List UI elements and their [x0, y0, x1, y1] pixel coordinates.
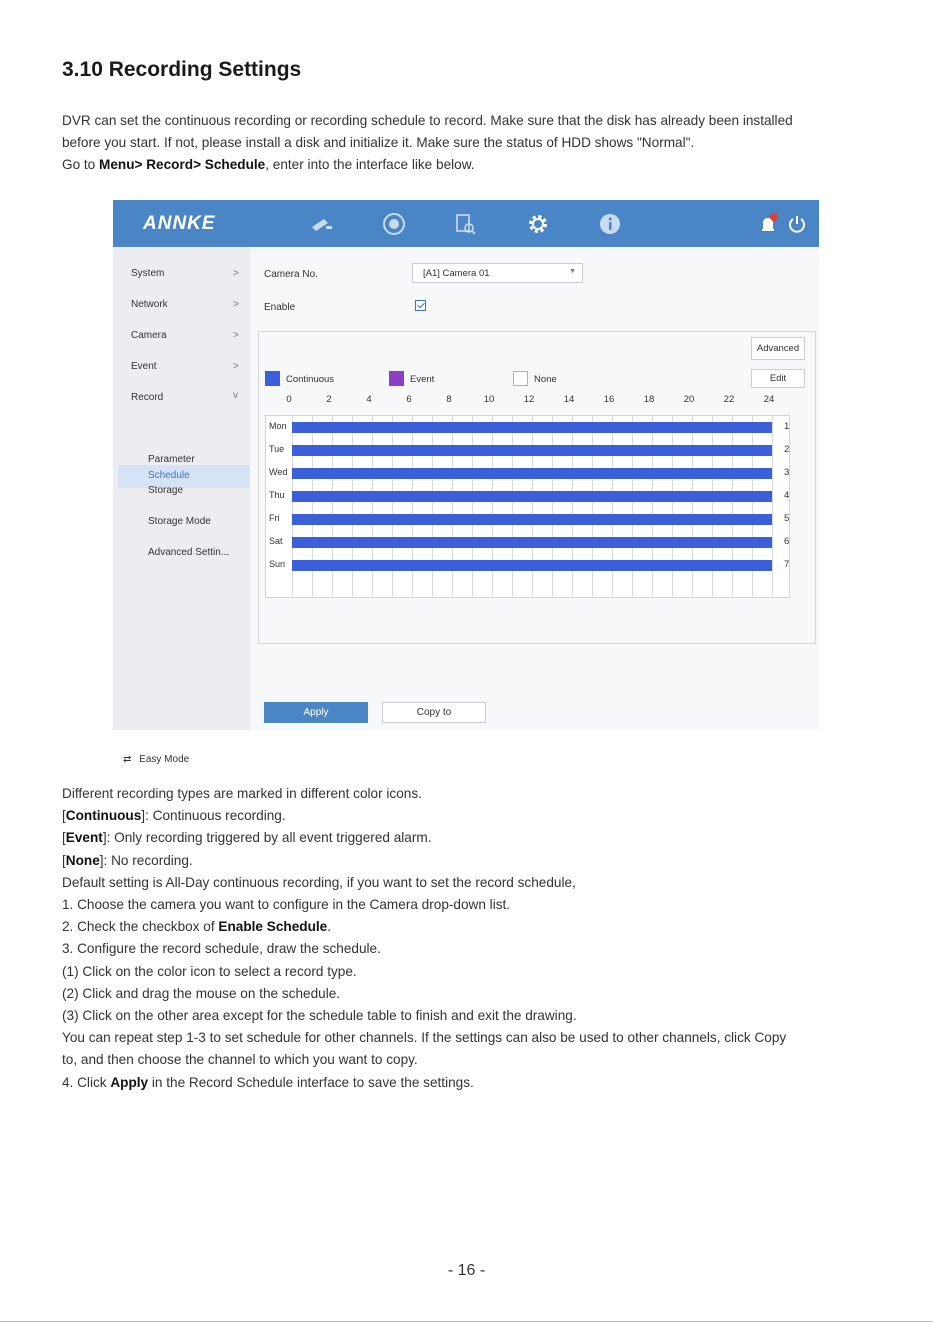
hour-label: 4 — [366, 394, 372, 405]
intro-line: before you start. If not, please install a disk and initialize it. Make sure the status of HDD shows "Normal". — [62, 135, 695, 150]
intro-paragraph — [62, 110, 882, 176]
schedule-bar[interactable] — [292, 491, 772, 502]
none-legend-label: None — [534, 374, 557, 385]
sidebar-item-label: Schedule — [148, 470, 190, 481]
event-legend-label: Event — [410, 374, 435, 385]
event-color-icon[interactable] — [389, 371, 404, 386]
camera-no-label: Camera No. — [264, 269, 318, 280]
day-label: Mon — [269, 421, 287, 431]
row-number: 7 — [784, 559, 790, 570]
apply-button[interactable]: Apply — [264, 702, 368, 723]
hour-label: 16 — [603, 394, 615, 405]
apply-term: Apply — [110, 1074, 149, 1090]
enable-schedule-term: Enable Schedule — [218, 919, 328, 935]
text-line: to, and then choose the channel to which you want to copy. — [62, 1052, 418, 1068]
sidebar-item-schedule[interactable] — [118, 465, 250, 488]
enable-checkbox[interactable] — [415, 300, 426, 311]
row-number: 4 — [784, 490, 790, 501]
settings-gear-icon[interactable] — [526, 212, 550, 236]
menu-path: Menu> Record> Schedule — [99, 157, 266, 172]
step-4 — [62, 1072, 882, 1094]
schedule-bar[interactable] — [292, 537, 772, 548]
brand-logo: ANNKE — [143, 213, 216, 234]
footer-rule — [0, 1321, 933, 1322]
advanced-button[interactable]: Advanced — [751, 337, 805, 360]
sidebar-item-advanced-settings[interactable]: Advanced Settin... — [148, 547, 230, 558]
sidebar-item-storage-mode[interactable]: Storage Mode — [148, 516, 211, 527]
swap-arrows-icon: ⇄ — [123, 754, 132, 765]
grid-line — [772, 415, 773, 598]
text-span: . — [327, 919, 331, 935]
step-3: 3. Configure the record schedule, draw the schedule. — [62, 941, 381, 957]
substep-2: (2) Click and drag the mouse on the schedule. — [62, 985, 341, 1001]
search-icon[interactable] — [454, 212, 478, 236]
text-line: [Event]: Only recording triggered by all event triggered alarm. — [62, 830, 432, 846]
hour-label: 10 — [483, 394, 495, 405]
row-number: 1 — [784, 421, 790, 432]
page-number: - 16 - — [447, 1262, 486, 1279]
dvr-screenshot — [113, 200, 819, 765]
info-icon[interactable] — [598, 212, 622, 236]
chevron-down-icon: v — [233, 390, 238, 401]
step-1: 1. Choose the camera you want to configure in the Camera drop-down list. — [62, 897, 511, 913]
hour-label: 0 — [286, 394, 292, 405]
edit-button[interactable]: Edit — [751, 369, 805, 388]
schedule-bar[interactable] — [292, 422, 772, 433]
row-number: 3 — [784, 467, 790, 478]
step-2 — [62, 916, 882, 938]
main-panel — [250, 247, 819, 730]
schedule-bar[interactable] — [292, 560, 772, 571]
text-span: 2. Check the checkbox of — [62, 919, 219, 935]
chevron-right-icon: > — [233, 268, 239, 279]
camera-select-value: [A1] Camera 01 — [423, 268, 490, 279]
hour-label: 22 — [723, 394, 735, 405]
hour-label: 6 — [406, 394, 412, 405]
dropdown-caret-icon: ▼ — [569, 268, 576, 275]
row-number: 2 — [784, 444, 790, 455]
none-term: None — [65, 852, 100, 868]
substep-1: (1) Click on the color icon to select a record type. — [62, 963, 357, 979]
text-span: : Only recording triggered by all event triggered alarm. — [106, 830, 432, 846]
day-label: Fri — [269, 513, 280, 523]
continuous-color-icon[interactable] — [265, 371, 280, 386]
text-line: [None]: No recording. — [62, 852, 193, 868]
text-line: You can repeat step 1-3 to set schedule for other channels. If the settings can also be used to other channels, click Copy — [62, 1030, 787, 1046]
power-icon[interactable] — [785, 212, 809, 236]
event-term: Event — [65, 830, 103, 846]
chevron-right-icon: > — [233, 361, 239, 372]
hour-label: 20 — [683, 394, 695, 405]
chevron-right-icon: > — [233, 299, 239, 310]
text-span: : No recording. — [103, 852, 193, 868]
camera-icon[interactable] — [310, 212, 334, 236]
sidebar-item-camera[interactable]: Camera — [131, 330, 167, 341]
row-number: 6 — [784, 536, 790, 547]
day-label: Thu — [269, 490, 285, 500]
intro-goto-suffix: , enter into the interface like below. — [265, 157, 475, 172]
hour-label: 24 — [763, 394, 775, 405]
hour-label: 18 — [643, 394, 655, 405]
day-label: Wed — [269, 467, 288, 477]
text-span: 4. Click — [62, 1074, 111, 1090]
easy-mode-link[interactable] — [123, 754, 189, 765]
sidebar — [113, 247, 250, 765]
camera-select[interactable] — [412, 263, 583, 283]
hour-label: 12 — [523, 394, 535, 405]
top-bar — [113, 200, 819, 247]
substep-3: (3) Click on the other area except for the schedule table to finish and exit the drawing. — [62, 1008, 577, 1024]
text-line: [Continuous]: Continuous recording. — [62, 808, 286, 824]
easy-mode-label: Easy Mode — [139, 754, 190, 765]
schedule-bar[interactable] — [292, 445, 772, 456]
text-span: : Continuous recording. — [145, 808, 286, 824]
hour-label: 8 — [446, 394, 452, 405]
text-line: Default setting is All-Day continuous recording, if you want to set the record schedule, — [62, 874, 576, 890]
continuous-term: Continuous — [65, 808, 142, 824]
playback-icon[interactable] — [382, 212, 406, 236]
sidebar-item-parameter[interactable]: Parameter — [148, 454, 195, 465]
hour-label: 2 — [326, 394, 332, 405]
text-line: Different recording types are marked in different color icons. — [62, 786, 422, 801]
sidebar-item-record[interactable]: Record — [131, 392, 164, 403]
copy-to-button[interactable]: Copy to — [382, 702, 486, 723]
sidebar-item-network[interactable]: Network — [131, 299, 168, 310]
intro-goto-line — [62, 154, 882, 176]
day-label: Sat — [269, 536, 283, 546]
day-label: Sun — [269, 559, 286, 569]
continuous-legend-label: Continuous — [286, 374, 335, 385]
intro-goto-prefix: Go to — [62, 157, 100, 172]
row-number: 5 — [784, 513, 790, 524]
hour-label: 14 — [563, 394, 575, 405]
instructions — [62, 783, 882, 1094]
schedule-bar[interactable] — [292, 514, 772, 525]
sidebar-item-system[interactable]: System — [131, 268, 165, 279]
sidebar-item-storage[interactable]: Storage — [148, 485, 184, 496]
intro-line: DVR can set the continuous recording or recording schedule to record. Make sure that the disk has already been installed — [62, 113, 793, 128]
none-color-icon[interactable] — [513, 371, 528, 386]
sidebar-item-event[interactable]: Event — [131, 361, 157, 372]
chevron-right-icon: > — [233, 330, 239, 341]
enable-label: Enable — [264, 302, 296, 313]
alarm-bell-icon[interactable] — [756, 212, 780, 236]
schedule-bar[interactable] — [292, 468, 772, 479]
page-title: 3.10 Recording Settings — [62, 58, 302, 81]
text-span: in the Record Schedule interface to save the settings. — [148, 1074, 474, 1090]
day-label: Tue — [269, 444, 285, 454]
